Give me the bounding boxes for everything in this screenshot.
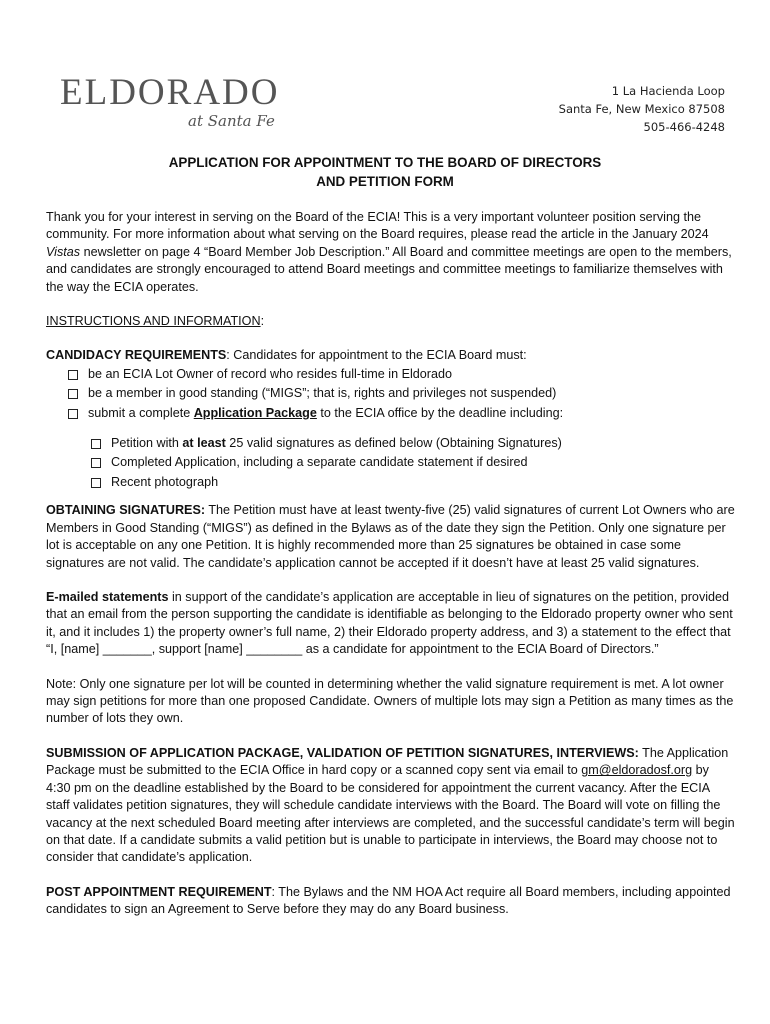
letterhead-address xyxy=(559,82,725,136)
post-appointment xyxy=(46,884,736,919)
intro-text-2: newsletter on page 4 “Board Member Job Description.” All Board and committee meetings are open to the members, and candidates are strongly encouraged to attend Board meetings and committee meetings to familiarize themselves with the way the ECIA operates. xyxy=(46,244,732,294)
address-phone: 505-466-4248 xyxy=(643,120,725,134)
intro-paragraph xyxy=(46,209,736,296)
requirement-item xyxy=(46,365,736,385)
item3-post: to the ECIA office by the deadline including: xyxy=(316,406,564,421)
candidacy-requirements xyxy=(46,347,736,364)
sub1-post: 25 valid signatures as defined below (Obtaining Signatures) xyxy=(225,435,562,450)
package-text: Recent photograph xyxy=(111,474,219,489)
item3-pre: submit a complete xyxy=(88,406,194,421)
emailed-label: E-mailed statements xyxy=(46,590,169,605)
post-text: : The Bylaws and the NM HOA Act require all Board members, including appointed candidates to sign an Agreement to Serve before they may do any Board business. xyxy=(46,884,731,917)
intro-text-1: Thank you for your interest in serving on the Board of the ECIA! This is a very important volunteer position serving the community. For more information about what serving on the Board requires, please read the article in the January 2024 xyxy=(46,210,709,242)
checkbox[interactable] xyxy=(68,389,78,399)
submission-label: SUBMISSION OF APPLICATION PACKAGE, VALIDATION OF PETITION SIGNATURES, INTERVIEWS: xyxy=(46,745,639,760)
requirement-text xyxy=(88,404,563,424)
intro-vistas: Vistas xyxy=(46,244,81,259)
post-label: POST APPOINTMENT REQUIREMENT xyxy=(46,884,272,899)
sub1-bold: at least xyxy=(182,435,226,450)
sub1-pre: Petition with xyxy=(111,435,183,450)
eldorado-logo xyxy=(60,72,300,132)
logo-tagline: at Santa Fe xyxy=(188,112,275,130)
address-city: Santa Fe, New Mexico 87508 xyxy=(558,102,725,116)
submission-text-2: by 4:30 pm on the deadline established by the Board to be considered for appointment the current vacancy. After the ECIA staff validates petition signatures, they will schedule candidate interviews with the Board. The Board will vote on filling the vacancy at the next scheduled Board meeting after interviews are completed, and the successful candidate’s term will begin on that date. If a candidate submits a valid petition but is unable to participate in interviews, the Board may choose not to consider that candidate’s application. xyxy=(46,763,735,865)
document-title xyxy=(0,153,770,191)
checkbox[interactable] xyxy=(68,409,78,419)
submission-text-1: The Application Package must be submitted to the ECIA Office in hard copy or a scanned copy sent via email to xyxy=(46,745,729,778)
application-package-text: Application Package xyxy=(193,406,317,421)
requirement-item xyxy=(46,404,736,424)
requirement-text: be a member in good standing (“MIGS”; that is, rights and privileges not suspended) xyxy=(88,386,557,401)
instructions-colon: : xyxy=(260,314,265,329)
package-text xyxy=(111,434,562,454)
email-link[interactable]: gm@eldoradosf.org xyxy=(581,763,693,778)
candidacy-text: : Candidates for appointment to the ECIA Board must: xyxy=(226,348,527,363)
emailed-statements xyxy=(46,589,736,659)
emailed-text: in support of the candidate’s application are acceptable in lieu of signatures on the petition, provided that an email from the person supporting the candidate is identifiable as belonging to the Eldorado property owner who sent it, and it includes 1) the property owner’s full name, 2) their Eldorado property address, and 3) a statement to the effect that “I, [name] _______, support [name] ________ as a candidate for appointment to the ECIA Board of Directors.” xyxy=(46,590,733,657)
checkbox[interactable] xyxy=(91,439,101,449)
checkbox[interactable] xyxy=(68,370,78,380)
checkbox[interactable] xyxy=(91,458,101,468)
document-body xyxy=(46,209,736,919)
package-item xyxy=(46,434,736,454)
note-paragraph: Note: Only one signature per lot will be counted in determining whether the valid signature requirement is met. A lot owner may sign petitions for more than one proposed Candidate. Owners of multiple lots may sign a Petition as many times as the number of lots they own. xyxy=(46,676,734,726)
instructions-heading-text: INSTRUCTIONS AND INFORMATION xyxy=(46,314,261,329)
logo-wordmark: ELDORADO xyxy=(60,72,280,113)
title-line-1: APPLICATION FOR APPOINTMENT TO THE BOARD OF DIRECTORS xyxy=(168,155,602,170)
instructions-heading xyxy=(46,313,736,330)
package-item xyxy=(46,453,736,473)
obtaining-text: The Petition must have at least twenty-five (25) valid signatures of current Lot Owners who are Members in Good Standing (“MIGS”) as defined in the Bylaws as of the date they sign the Petition. Only one signature per lot is acceptable on any one Petition. It is highly recommended more than 25 signatures be obtained in case some signatures are not valid. The candidate’s application cannot be accepted if it doesn’t have at least 25 valid signatures. xyxy=(46,503,735,570)
candidacy-label: CANDIDACY REQUIREMENTS xyxy=(46,348,227,363)
requirement-text: be an ECIA Lot Owner of record who resides full-time in Eldorado xyxy=(88,366,453,381)
obtaining-signatures xyxy=(46,502,736,572)
obtaining-label: OBTAINING SIGNATURES: xyxy=(46,503,206,518)
submission-paragraph xyxy=(46,745,736,867)
package-text: Completed Application, including a separate candidate statement if desired xyxy=(111,455,528,470)
requirement-item xyxy=(46,384,736,404)
title-line-2: AND PETITION FORM xyxy=(316,174,454,189)
checkbox[interactable] xyxy=(91,478,101,488)
package-item xyxy=(46,473,736,493)
address-street: 1 La Hacienda Loop xyxy=(611,84,725,98)
